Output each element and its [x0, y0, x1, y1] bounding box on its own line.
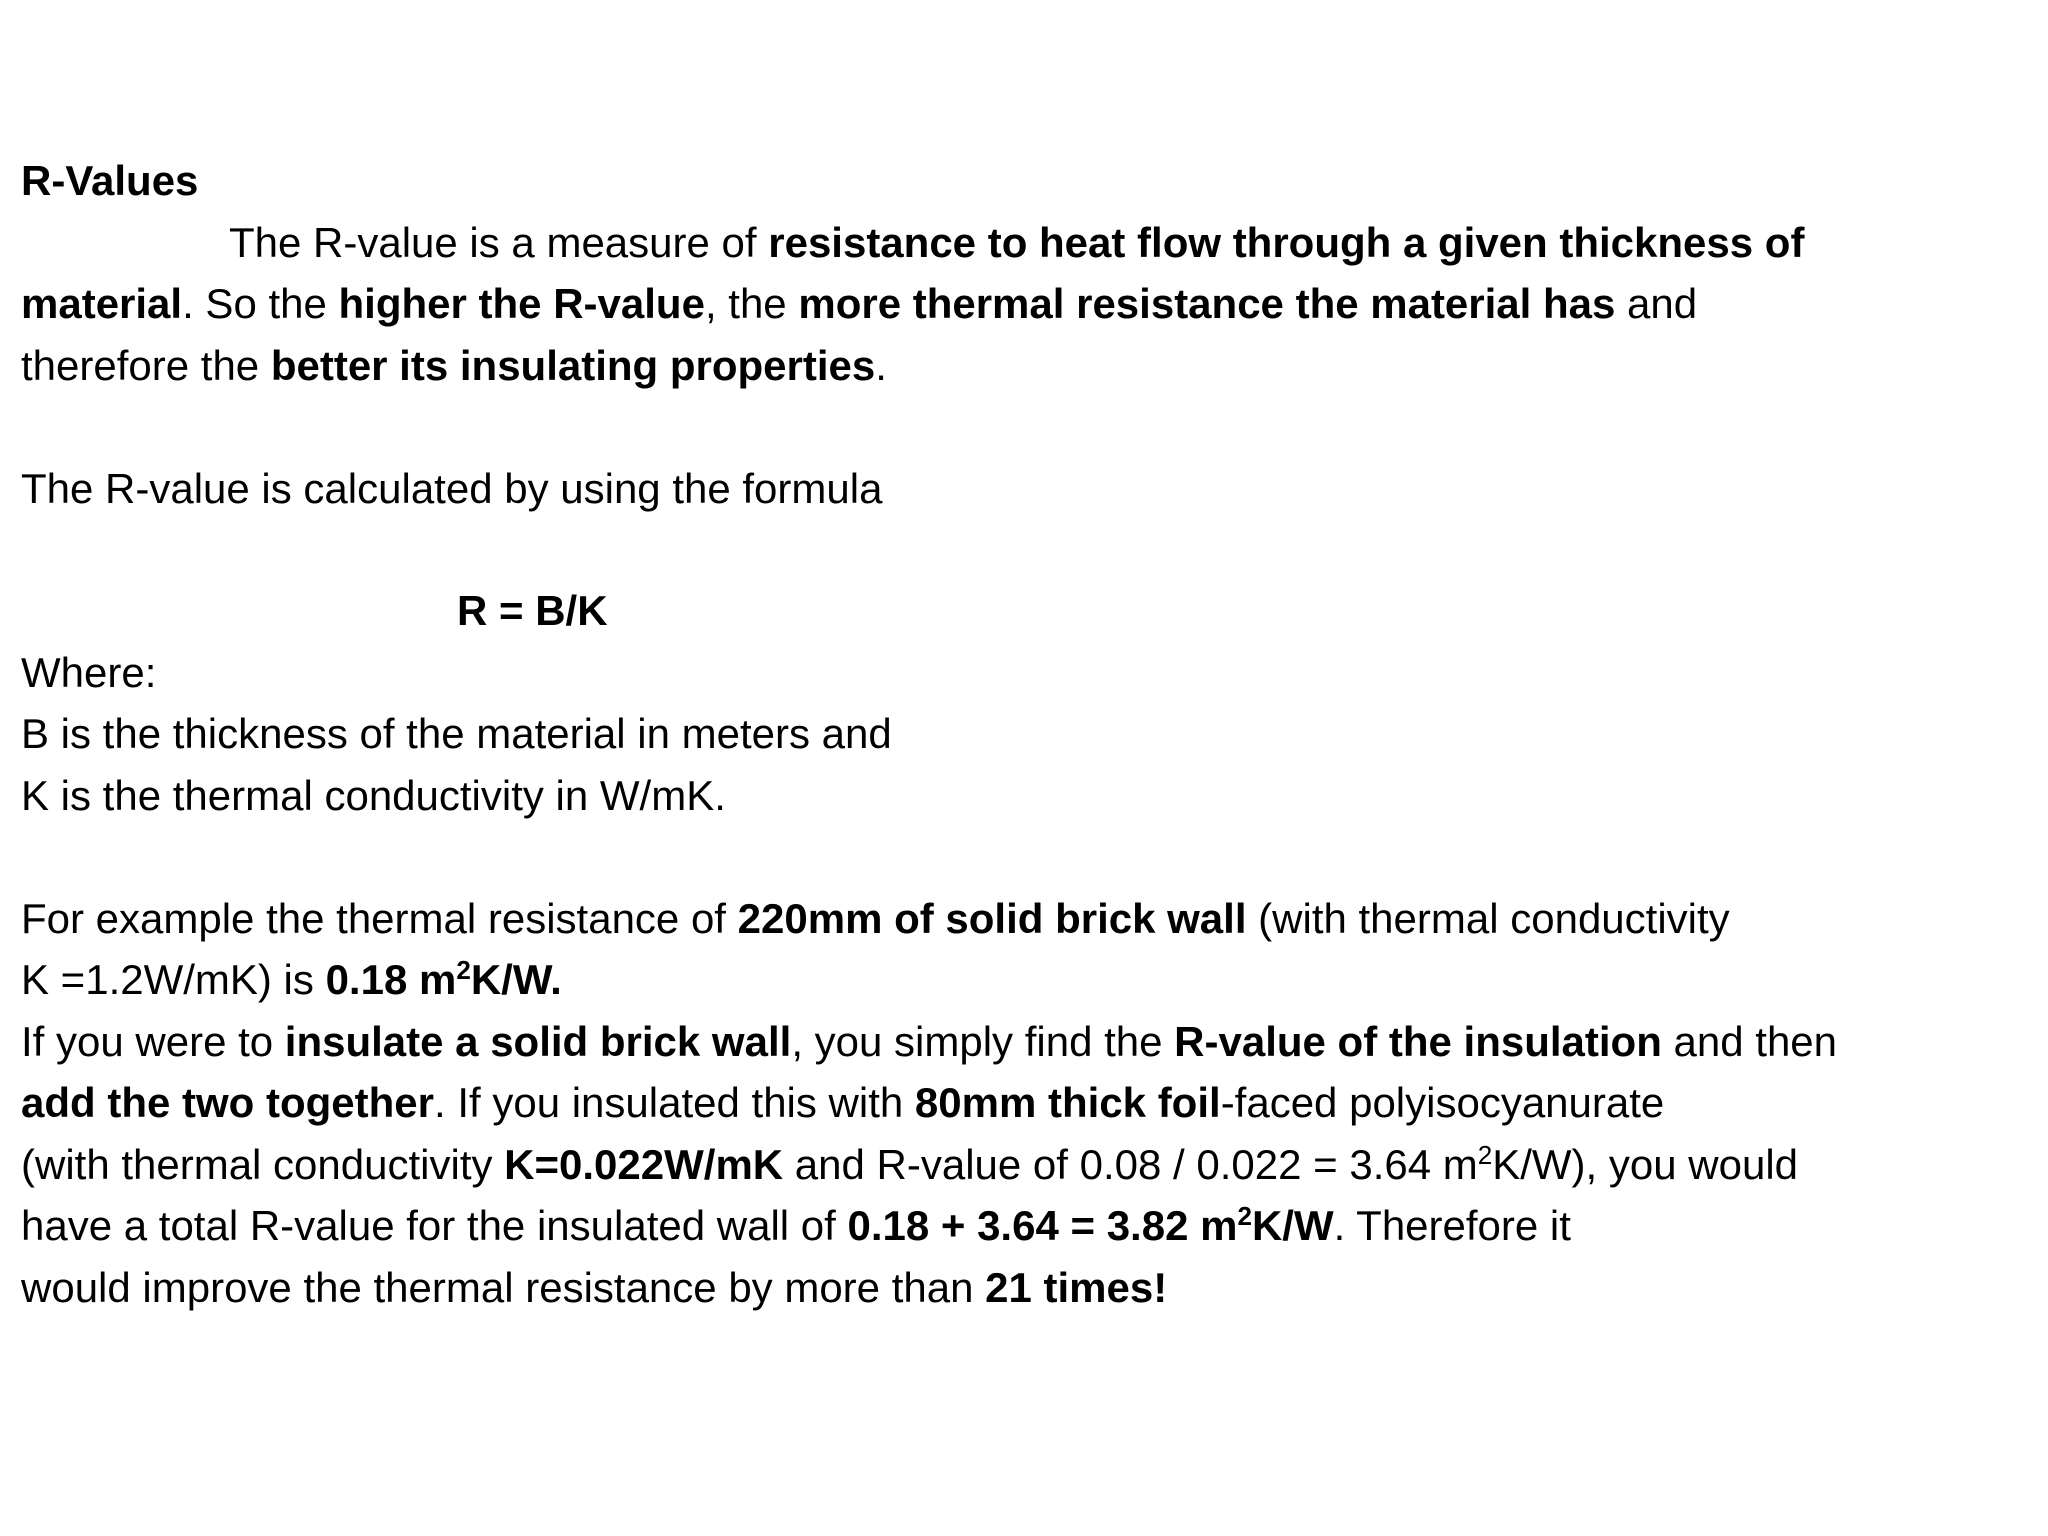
slide-content: [21, 150, 2031, 1318]
insulate-line-2: add the two together. If you insulated this with 80mm thick foil-faced polyisocyanurate: [21, 1079, 1665, 1126]
b-definition: B is the thickness of the material in meters and: [21, 710, 892, 757]
insulate-line-1: If you were to insulate a solid brick wall, you simply find the R-value of the insulation and then: [21, 1017, 1838, 1065]
example-line-2: K =1.2W/mK) is 0.18 $m^2K/W$.: [21, 955, 562, 1003]
slide-title: R-Values: [21, 157, 199, 204]
formula-intro: The R-value is calculated by using the formula: [21, 464, 883, 512]
intro-line-2: material. So the higher the R-value, the more thermal resistance the material has and: [21, 280, 1698, 327]
k-definition: K is the thermal conductivity in W/mK.: [21, 771, 726, 819]
example-line-1: For example the thermal resistance of 220mm of solid brick wall (with thermal conductivity: [21, 894, 1730, 942]
intro-line-3: therefore the better its insulating properties.: [21, 341, 887, 389]
intro-line-1: The R-value is a measure of resistance to heat flow through a given thickness of: [229, 218, 1805, 266]
formula: R = B/K: [457, 587, 608, 634]
insulate-line-4: have a total R-value for the insulated wall of 0.18 + 3.64 = 3.82 $m^2K/W$. Therefore it: [21, 1201, 1571, 1249]
intro-bold-phrase: resistance to heat flow through a given thickness of: [768, 218, 1805, 266]
insulate-line-5: would improve the thermal resistance by more than 21 times!: [21, 1263, 1168, 1311]
insulate-line-3: (with thermal conductivity K=0.022W/mK and R-value of 0.08 / 0.022 = 3.64 $m^2K/W$), you would: [21, 1139, 1799, 1188]
where-label: Where:: [21, 648, 157, 696]
